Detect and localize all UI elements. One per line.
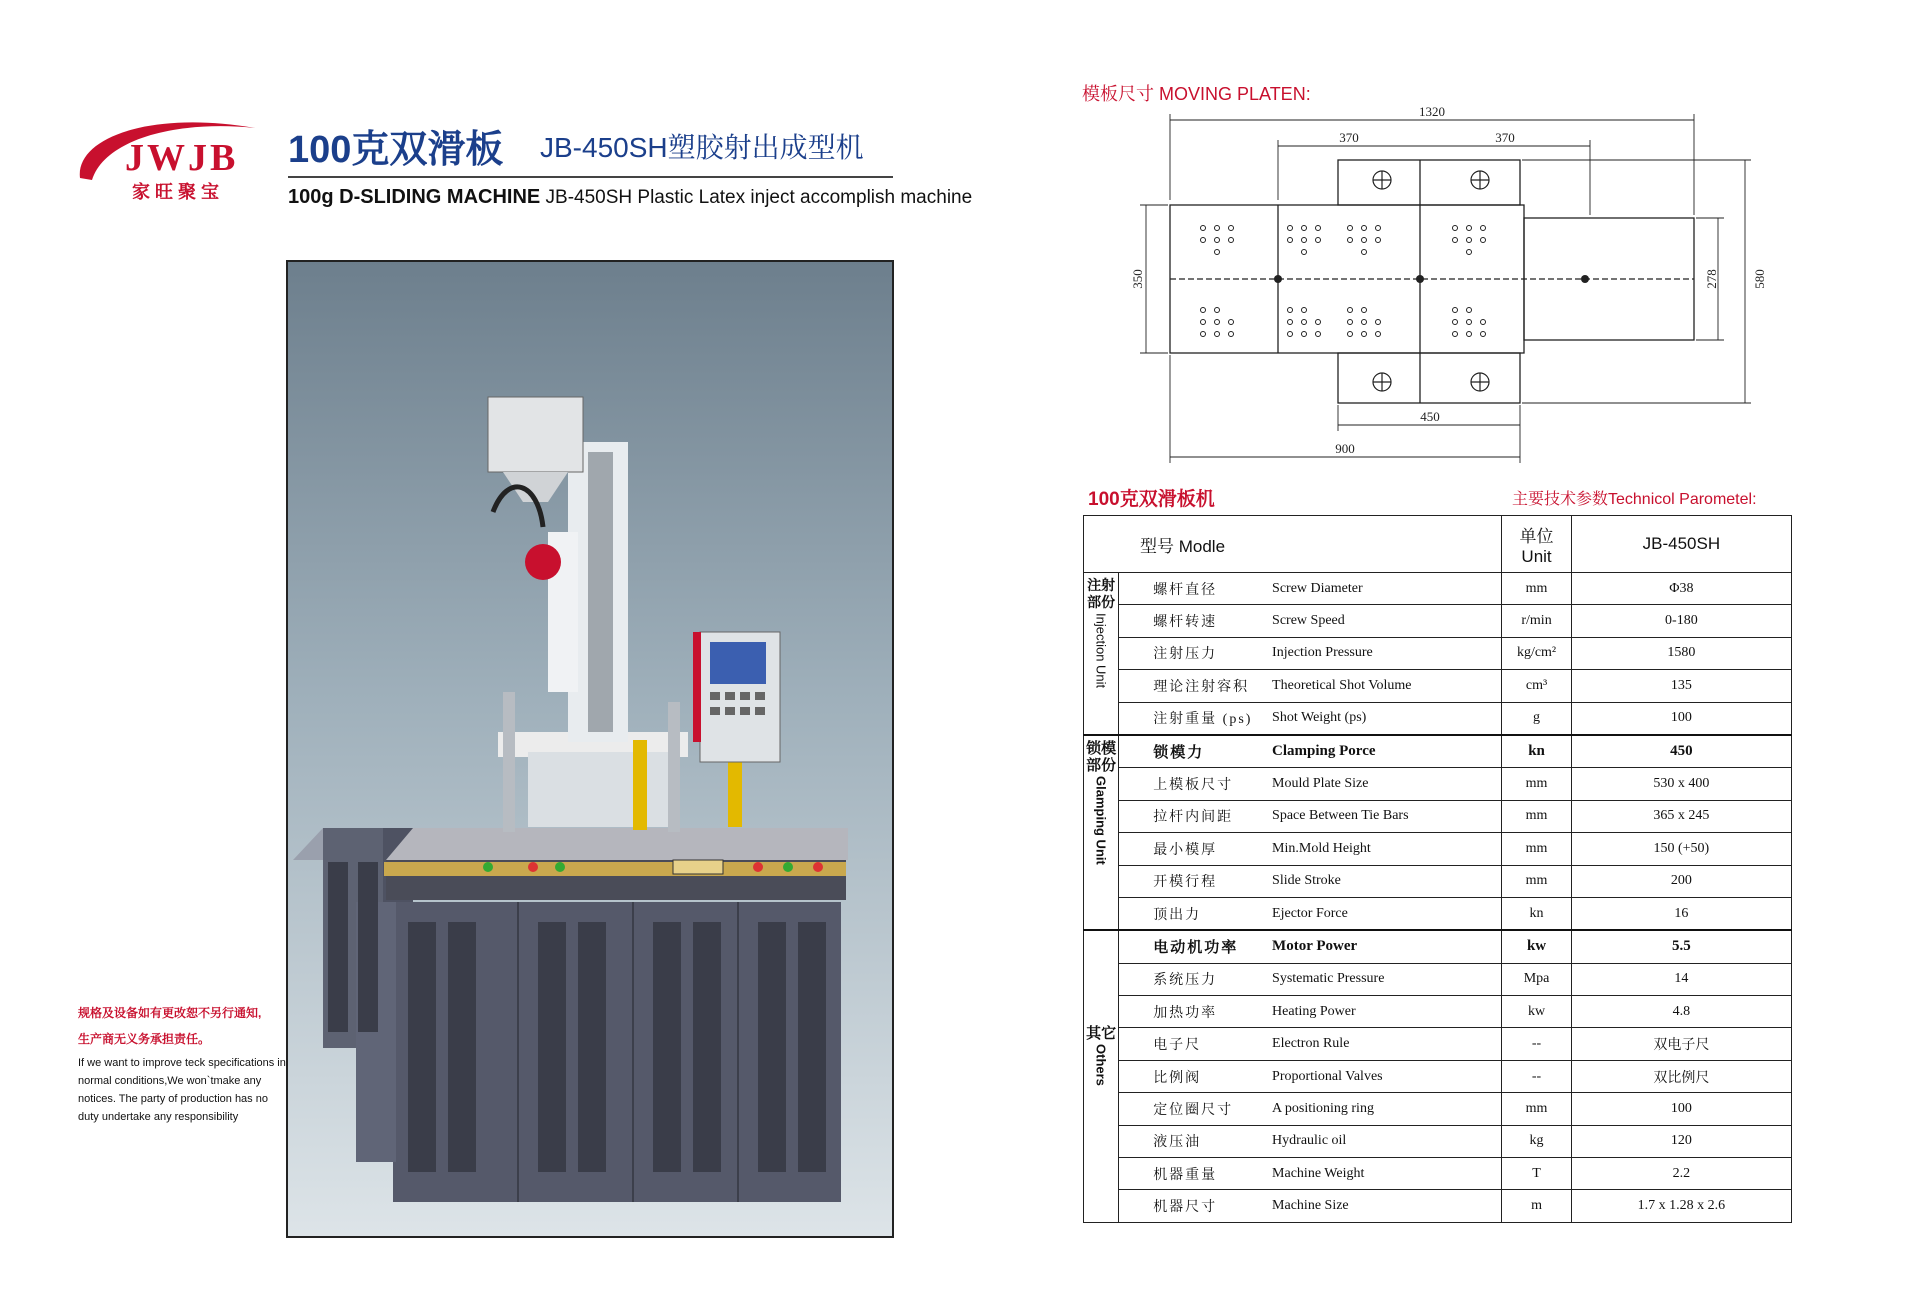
row-cn: 机器尺寸 xyxy=(1119,1190,1272,1222)
row-value: 100 xyxy=(1571,702,1791,735)
row-en: Systematic Pressure xyxy=(1272,963,1502,995)
row-value: 530 x 400 xyxy=(1571,768,1791,800)
row-cn: 开模行程 xyxy=(1119,865,1272,897)
row-value: 450 xyxy=(1571,735,1791,768)
row-cn: 上模板尺寸 xyxy=(1119,768,1272,800)
row-en: Shot Weight (ps) xyxy=(1272,702,1502,735)
dim-350: 350 xyxy=(1130,269,1145,289)
disclaimer-en: If we want to improve teck specifications in normal conditions,We won`tmake any notices. The party of production has no duty undertake any responsibility xyxy=(78,1057,286,1123)
row-cn: 拉杆内间距 xyxy=(1119,800,1272,832)
group-others-cn: 其它 xyxy=(1086,1025,1117,1043)
group-clamping xyxy=(1084,735,1119,930)
row-en: Space Between Tie Bars xyxy=(1272,800,1502,832)
table-row xyxy=(1084,768,1792,800)
row-cn: 电子尺 xyxy=(1119,1028,1272,1060)
machine-photo xyxy=(286,260,894,1238)
unit-header-en: Unit xyxy=(1521,546,1552,566)
table-row xyxy=(1084,1190,1792,1222)
row-value: 100 xyxy=(1571,1093,1791,1125)
row-value: 14 xyxy=(1571,963,1791,995)
table-row xyxy=(1084,963,1792,995)
dim-278: 278 xyxy=(1704,269,1719,289)
row-value: 1.7 x 1.28 x 2.6 xyxy=(1571,1190,1791,1222)
platen-drawing-title: 模板尺寸 MOVING PLATEN: xyxy=(1082,84,1311,104)
row-cn: 理论注射容积 xyxy=(1119,670,1272,702)
row-unit: kn xyxy=(1502,735,1571,768)
row-cn: 注射重量 (ps) xyxy=(1119,702,1272,735)
row-unit: mm xyxy=(1502,768,1571,800)
table-row xyxy=(1084,1060,1792,1092)
row-unit: -- xyxy=(1502,1028,1571,1060)
row-cn: 加热功率 xyxy=(1119,996,1272,1028)
group-injection-en: Injection Unit xyxy=(1093,613,1109,689)
row-cn: 电动机功率 xyxy=(1119,930,1272,963)
table-row xyxy=(1084,702,1792,735)
disclaimer-cn xyxy=(78,1000,261,1052)
row-cn: 机器重量 xyxy=(1119,1158,1272,1190)
table-row xyxy=(1084,1158,1792,1190)
row-unit: -- xyxy=(1502,1060,1571,1092)
row-en: Machine Size xyxy=(1272,1190,1502,1222)
row-unit: mm xyxy=(1502,573,1571,605)
row-cn: 顶出力 xyxy=(1119,897,1272,930)
table-params-label: 主要技术参数Technicol Parometel: xyxy=(1512,491,1757,508)
row-cn: 注射压力 xyxy=(1119,637,1272,669)
row-value: 0-180 xyxy=(1571,605,1791,637)
table-header-row xyxy=(1084,516,1792,573)
table-row xyxy=(1084,930,1792,963)
row-cn: 定位圈尺寸 xyxy=(1119,1093,1272,1125)
row-en: Hydraulic oil xyxy=(1272,1125,1502,1157)
row-cn: 螺杆直径 xyxy=(1119,573,1272,605)
row-cn: 系统压力 xyxy=(1119,963,1272,995)
row-unit: mm xyxy=(1502,865,1571,897)
row-en: Injection Pressure xyxy=(1272,637,1502,669)
table-row xyxy=(1084,897,1792,930)
row-value: 2.2 xyxy=(1571,1158,1791,1190)
injection-machine-illustration xyxy=(288,262,892,1236)
page-title: 100克双滑板 xyxy=(288,129,504,171)
dim-580: 580 xyxy=(1752,269,1767,289)
group-injection-cn: 注射部份 xyxy=(1087,577,1116,610)
row-value: 200 xyxy=(1571,865,1791,897)
row-value: 16 xyxy=(1571,897,1791,930)
dim-1320: 1320 xyxy=(1419,104,1445,119)
row-en: Mould Plate Size xyxy=(1272,768,1502,800)
model-value: JB-450SH xyxy=(1571,516,1791,573)
row-unit: kg xyxy=(1502,1125,1571,1157)
dim-450: 450 xyxy=(1420,409,1440,424)
row-unit: g xyxy=(1502,702,1571,735)
row-en: Proportional Valves xyxy=(1272,1060,1502,1092)
dim-370-right: 370 xyxy=(1495,130,1515,145)
table-row xyxy=(1084,1028,1792,1060)
moving-platen-drawing xyxy=(1100,100,1800,470)
row-unit: kw xyxy=(1502,930,1571,963)
row-en: Heating Power xyxy=(1272,996,1502,1028)
row-cn: 液压油 xyxy=(1119,1125,1272,1157)
row-cn: 比例阀 xyxy=(1119,1060,1272,1092)
row-en: Slide Stroke xyxy=(1272,865,1502,897)
row-unit: m xyxy=(1502,1190,1571,1222)
dim-370-left: 370 xyxy=(1339,130,1359,145)
table-row xyxy=(1084,670,1792,702)
page-title-model: JB-450SH塑胶射出成型机 xyxy=(540,132,864,163)
spec-table xyxy=(1083,515,1792,1223)
row-value: 120 xyxy=(1571,1125,1791,1157)
model-label: 型号 Modle xyxy=(1084,516,1502,573)
table-row xyxy=(1084,573,1792,605)
row-value: 双电子尺 xyxy=(1571,1028,1791,1060)
row-value: 1580 xyxy=(1571,637,1791,669)
row-cn: 锁模力 xyxy=(1119,735,1272,768)
row-en: Screw Speed xyxy=(1272,605,1502,637)
row-unit: T xyxy=(1502,1158,1571,1190)
table-row xyxy=(1084,637,1792,669)
table-row xyxy=(1084,1093,1792,1125)
group-others-en: Others xyxy=(1093,1044,1109,1087)
row-en: Electron Rule xyxy=(1272,1028,1502,1060)
row-value: 4.8 xyxy=(1571,996,1791,1028)
row-cn: 最小模厚 xyxy=(1119,833,1272,865)
table-row xyxy=(1084,735,1792,768)
row-unit: mm xyxy=(1502,1093,1571,1125)
table-row xyxy=(1084,996,1792,1028)
row-value: 5.5 xyxy=(1571,930,1791,963)
group-clamping-en: Glamping Unit xyxy=(1093,775,1109,865)
subtitle-bold: 100g D-SLIDING MACHINE xyxy=(288,186,541,208)
group-others xyxy=(1084,930,1119,1222)
row-cn: 螺杆转速 xyxy=(1119,605,1272,637)
logo-text: JWJB xyxy=(125,137,239,179)
row-en: Min.Mold Height xyxy=(1272,833,1502,865)
brand-logo xyxy=(70,108,260,202)
row-en: Theoretical Shot Volume xyxy=(1272,670,1502,702)
subtitle-rest: JB-450SH Plastic Latex inject accomplish machine xyxy=(545,187,973,208)
row-en: Clamping Porce xyxy=(1272,735,1502,768)
row-unit: kn xyxy=(1502,897,1571,930)
row-unit: kw xyxy=(1502,996,1571,1028)
group-injection xyxy=(1084,573,1119,735)
dim-900: 900 xyxy=(1335,441,1355,456)
disclaimer-cn-line-2: 生产商无义务承担责任。 xyxy=(78,1032,211,1046)
row-unit: r/min xyxy=(1502,605,1571,637)
row-value: 135 xyxy=(1571,670,1791,702)
row-unit: cm³ xyxy=(1502,670,1571,702)
row-unit: Mpa xyxy=(1502,963,1571,995)
hole-pattern xyxy=(1201,226,1234,337)
logo-subtext: 家旺聚宝 xyxy=(132,182,224,202)
title-divider xyxy=(288,176,893,178)
table-row xyxy=(1084,833,1792,865)
unit-header-cn: 单位 xyxy=(1519,526,1554,546)
table-row xyxy=(1084,605,1792,637)
table-row xyxy=(1084,800,1792,832)
row-en: Ejector Force xyxy=(1272,897,1502,930)
row-en: Motor Power xyxy=(1272,930,1502,963)
table-row xyxy=(1084,865,1792,897)
row-value: Φ38 xyxy=(1571,573,1791,605)
disclaimer-cn-line-1: 规格及设备如有更改恕不另行通知, xyxy=(78,1006,262,1020)
row-unit: mm xyxy=(1502,833,1571,865)
row-en: A positioning ring xyxy=(1272,1093,1502,1125)
table-title: 100克双滑板机 xyxy=(1088,489,1215,510)
row-value: 150 (+50) xyxy=(1571,833,1791,865)
page-subtitle xyxy=(288,186,972,209)
row-value: 双比例尺 xyxy=(1571,1060,1791,1092)
table-row xyxy=(1084,1125,1792,1157)
group-clamping-cn: 锁模部份 xyxy=(1086,739,1117,774)
row-en: Screw Diameter xyxy=(1272,573,1502,605)
row-en: Machine Weight xyxy=(1272,1158,1502,1190)
unit-header xyxy=(1502,516,1571,573)
row-unit: mm xyxy=(1502,800,1571,832)
row-value: 365 x 245 xyxy=(1571,800,1791,832)
row-unit: kg/cm² xyxy=(1502,637,1571,669)
